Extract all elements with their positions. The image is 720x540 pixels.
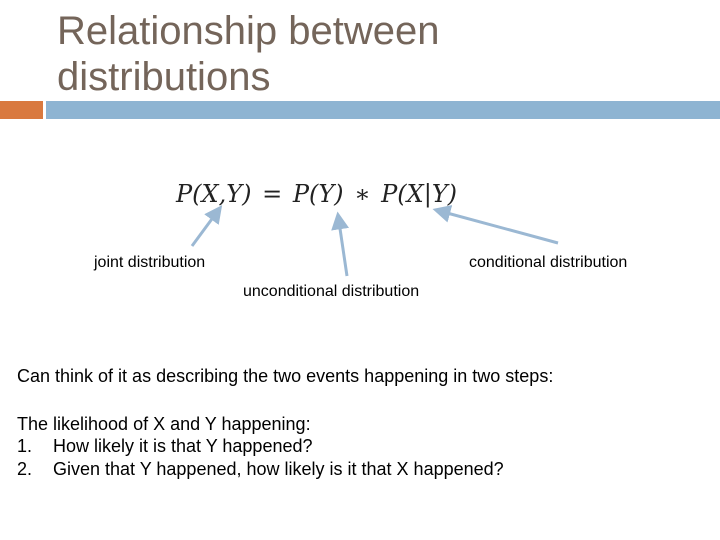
slide-title-line-2: distributions <box>57 55 271 99</box>
title-accent-bar <box>0 101 43 119</box>
unconditional-distribution-label: unconditional distribution <box>243 283 420 300</box>
list-item <box>17 458 504 481</box>
list-item-number: 1. <box>17 436 33 456</box>
formula-multiply-sign: ∗ <box>354 180 371 208</box>
formula-unconditional-term: P(Y) <box>292 180 344 208</box>
joint-distribution-label: joint distribution <box>94 254 206 271</box>
arrow-to-conditional-term <box>436 210 558 243</box>
steps-list <box>17 435 504 481</box>
formula-conditional-term: P(X|Y) <box>381 180 458 208</box>
slide-title <box>57 8 697 100</box>
list-item-text: How likely it is that Y happened? <box>53 436 313 456</box>
likelihood-heading: The likelihood of X and Y happening: <box>17 414 311 434</box>
probability-formula <box>176 174 457 214</box>
conditional-distribution-label: conditional distribution <box>469 254 628 271</box>
list-item-text: Given that Y happened, how likely is it that X happened? <box>53 459 504 479</box>
arrow-to-unconditional-term <box>338 215 347 276</box>
title-divider-rule <box>46 101 720 119</box>
list-item-number: 2. <box>17 459 33 479</box>
intro-paragraph: Can think of it as describing the two events happening in two steps: <box>17 366 554 386</box>
formula-equals-sign: = <box>262 180 283 208</box>
slide-title-line-1: Relationship between <box>57 9 440 53</box>
list-item <box>17 435 504 458</box>
formula-joint-term: P(X,Y) <box>176 180 252 208</box>
